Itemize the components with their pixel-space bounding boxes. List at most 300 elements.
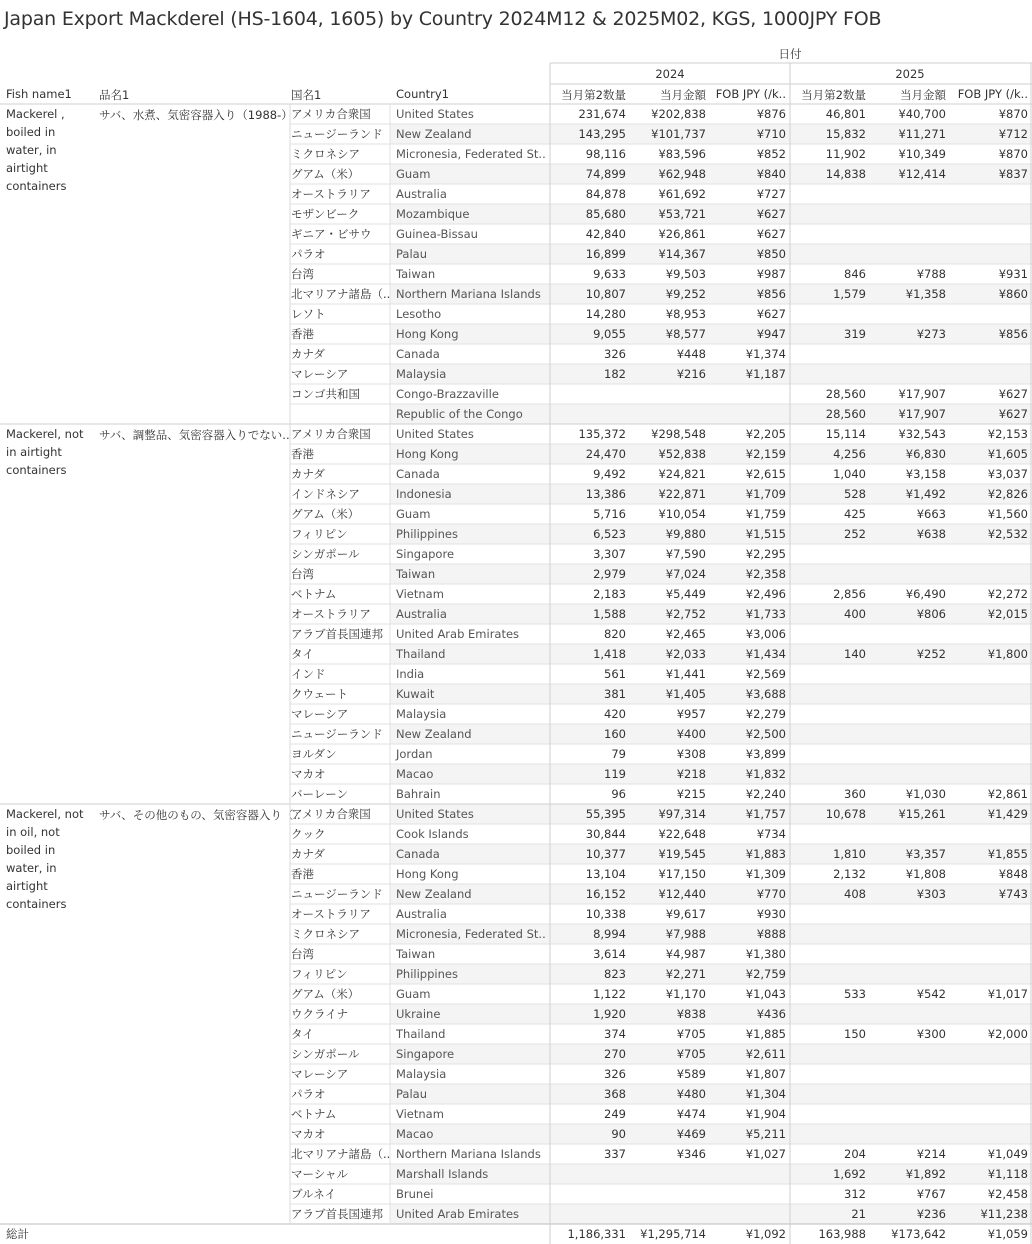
country-ja-cell: マレーシア [291, 367, 349, 381]
country-en-cell: Palau [396, 1087, 427, 1101]
fish-name-cell: Mackerel , boiled in water, in airtight containers [6, 107, 67, 193]
fob-2024-cell: ¥876 [756, 107, 786, 121]
country-ja-cell: パラオ [291, 247, 326, 261]
qty-2024-cell: 326 [604, 347, 626, 361]
fob-2024-cell: ¥436 [756, 1007, 786, 1021]
amount-2024-cell: ¥298,548 [651, 427, 706, 441]
country-en-header: Country1 [396, 87, 450, 101]
fob-2025-cell: ¥3,037 [987, 467, 1028, 481]
fob-2025-cell: ¥627 [998, 387, 1028, 401]
qty-2024-cell: 182 [604, 367, 626, 381]
country-en-cell: Indonesia [396, 487, 452, 501]
amount-2024-cell: ¥14,367 [658, 247, 706, 261]
amount-2025-cell: ¥767 [916, 1187, 946, 1201]
fob-2024-cell [710, 404, 786, 424]
fob-2024-header: FOB JPY (/k.. [715, 87, 786, 101]
qty-2024-cell: 3,307 [593, 547, 626, 561]
fob-2024-cell: ¥727 [756, 187, 786, 201]
amount-2025-header: 当月金額 [900, 88, 946, 102]
qty-2024-cell: 8,994 [593, 927, 626, 941]
amount-2024-cell [630, 1184, 706, 1204]
qty-2024-cell: 143,295 [578, 127, 626, 141]
country-ja-cell: ヨルダン [291, 747, 337, 761]
item-name-cell: サバ、調整品、気密容器入りでない.. [99, 428, 290, 442]
country-en-cell: Micronesia, Federated St.. [396, 927, 546, 941]
qty-2025-cell [790, 1044, 866, 1064]
qty-2024-cell: 2,979 [593, 567, 626, 581]
qty-2024-cell: 13,386 [585, 487, 626, 501]
qty-2024-cell: 270 [604, 1047, 626, 1061]
amount-2025-cell [870, 744, 946, 764]
fob-2025-cell [950, 1124, 1028, 1144]
qty-2024-cell: 420 [604, 707, 626, 721]
country-ja-cell: 台湾 [291, 567, 314, 581]
fob-2025-cell [950, 744, 1028, 764]
amount-2024-cell: ¥52,838 [658, 447, 706, 461]
qty-2024-cell: 13,104 [585, 867, 626, 881]
country-ja-cell: グアム（米） [291, 507, 360, 521]
fob-2024-cell: ¥3,899 [745, 747, 786, 761]
fob-2024-cell: ¥888 [756, 927, 786, 941]
amount-2024-cell: ¥589 [676, 1067, 706, 1081]
fob-2025-cell: ¥627 [998, 407, 1028, 421]
country-ja-cell: 香港 [291, 867, 314, 881]
fob-2024-cell: ¥1,807 [745, 1067, 786, 1081]
country-en-cell: Kuwait [396, 687, 435, 701]
fob-2024-cell: ¥2,611 [745, 1047, 786, 1061]
amount-2025-cell [870, 544, 946, 564]
amount-2024-cell: ¥19,545 [658, 847, 706, 861]
qty-2024-cell [550, 384, 626, 404]
amount-2024-cell: ¥469 [676, 1127, 706, 1141]
amount-2024-cell: ¥448 [676, 347, 706, 361]
qty-2025-cell [790, 544, 866, 564]
fob-2025-cell: ¥931 [998, 267, 1028, 281]
amount-2024-cell: ¥8,953 [665, 307, 706, 321]
amount-2024-cell: ¥1,441 [665, 667, 706, 681]
qty-2025-cell [790, 224, 866, 244]
fob-2024-cell: ¥1,027 [745, 1147, 786, 1161]
country-en-cell: Guam [396, 507, 431, 521]
country-en-cell: Philippines [396, 967, 458, 981]
amount-2025-cell: ¥1,358 [905, 287, 946, 301]
fob-2024-cell [710, 384, 786, 404]
fob-2025-cell [950, 904, 1028, 924]
amount-2025-cell [870, 624, 946, 644]
fob-2025-cell [950, 704, 1028, 724]
country-ja-cell: シンガポール [291, 1047, 360, 1061]
fob-2024-cell: ¥627 [756, 207, 786, 221]
qty-2025-cell: 21 [851, 1207, 866, 1221]
fob-2024-cell: ¥734 [756, 827, 786, 841]
amount-2024-cell: ¥22,871 [658, 487, 706, 501]
country-ja-cell: フィリピン [291, 527, 348, 541]
country-ja-cell: ニュージーランド [291, 127, 383, 141]
country-en-cell: Taiwan [396, 567, 436, 581]
qty-2025-cell: 1,040 [833, 467, 866, 481]
amount-2025-cell [870, 824, 946, 844]
amount-2024-cell: ¥2,271 [665, 967, 706, 981]
country-ja-cell: 香港 [291, 447, 314, 461]
country-ja-cell: マレーシア [291, 1067, 349, 1081]
amount-2025-cell: ¥303 [916, 887, 946, 901]
qty-2025-cell: 846 [844, 267, 866, 281]
fob-2024-cell: ¥2,496 [745, 587, 786, 601]
country-ja-cell: モザンビーク [291, 207, 360, 221]
country-ja-cell: オーストラリア [291, 907, 371, 921]
country-en-cell: Macao [396, 1127, 434, 1141]
country-en-cell: Taiwan [396, 267, 436, 281]
qty-2024-cell: 337 [604, 1147, 626, 1161]
fob-2025-cell: ¥11,238 [980, 1207, 1028, 1221]
fob-2024-cell: ¥1,374 [745, 347, 786, 361]
qty-2025-cell: 11,902 [825, 147, 866, 161]
fob-2024-cell: ¥2,569 [745, 667, 786, 681]
fob-2024-cell: ¥1,885 [745, 1027, 786, 1041]
amount-2025-cell [870, 344, 946, 364]
country-ja-cell: ベトナム [291, 1107, 337, 1121]
fob-2024-cell: ¥1,759 [745, 507, 786, 521]
fob-2025-cell: ¥1,800 [987, 647, 1028, 661]
amount-2025-cell [870, 1004, 946, 1024]
amount-2024-cell: ¥83,596 [658, 147, 706, 161]
country-en-cell: New Zealand [396, 887, 472, 901]
country-en-cell: Congo-Brazzaville [396, 387, 499, 401]
fob-2024-cell: ¥1,309 [745, 867, 786, 881]
fob-2024-cell: ¥1,709 [745, 487, 786, 501]
qty-2025-cell [790, 564, 866, 584]
amount-2025-cell: ¥17,907 [898, 407, 946, 421]
country-en-cell: Australia [396, 907, 447, 921]
country-ja-cell: オーストラリア [291, 607, 371, 621]
fob-2024-cell [710, 1164, 786, 1184]
qty-2025-cell: 1,810 [833, 847, 866, 861]
fob-2025-cell [950, 184, 1028, 204]
fob-2024-cell: ¥627 [756, 227, 786, 241]
country-en-cell: Northern Mariana Islands [396, 1147, 541, 1161]
qty-2025-cell: 2,856 [833, 587, 866, 601]
qty-2024-cell: 85,680 [585, 207, 626, 221]
qty-2025-cell: 14,838 [825, 167, 866, 181]
country-en-cell: Thailand [396, 647, 446, 661]
total-qty-2025-cell: 163,988 [818, 1227, 866, 1241]
fob-2025-cell [950, 664, 1028, 684]
amount-2025-cell [870, 1084, 946, 1104]
qty-2024-cell: 30,844 [585, 827, 626, 841]
fob-2025-cell [950, 1084, 1028, 1104]
fob-2024-cell: ¥2,759 [745, 967, 786, 981]
fob-2024-cell [710, 1204, 786, 1224]
amount-2025-cell: ¥300 [916, 1027, 946, 1041]
fish-name-cell: Mackerel, not in oil, not boiled in water, in airtight containers [6, 807, 84, 911]
country-en-cell: Ukraine [396, 1007, 441, 1021]
qty-2025-cell: 15,832 [825, 127, 866, 141]
amount-2025-cell: ¥1,030 [905, 787, 946, 801]
year-2024-header: 2024 [655, 67, 685, 81]
amount-2024-cell: ¥10,054 [658, 507, 706, 521]
amount-2024-cell: ¥1,405 [665, 687, 706, 701]
amount-2024-cell: ¥8,577 [665, 327, 706, 341]
country-en-cell: Taiwan [396, 947, 436, 961]
country-en-cell: Brunei [396, 1187, 434, 1201]
qty-2025-cell: 533 [844, 987, 866, 1001]
qty-2024-cell [550, 1164, 626, 1184]
qty-2025-cell [790, 364, 866, 384]
country-en-cell: Macao [396, 767, 434, 781]
amount-2024-cell [630, 1204, 706, 1224]
fob-2025-cell [950, 764, 1028, 784]
fob-2025-cell [950, 1104, 1028, 1124]
qty-2024-cell: 55,395 [585, 807, 626, 821]
qty-2024-cell: 381 [604, 687, 626, 701]
country-en-cell: Malaysia [396, 1067, 447, 1081]
qty-2024-cell: 1,588 [593, 607, 626, 621]
qty-2024-cell: 160 [604, 727, 626, 741]
country-en-cell: Australia [396, 187, 447, 201]
amount-2025-cell [870, 204, 946, 224]
amount-2025-cell: ¥12,414 [898, 167, 946, 181]
fob-2024-cell: ¥930 [756, 907, 786, 921]
qty-2025-cell [790, 1124, 866, 1144]
amount-2024-cell: ¥346 [676, 1147, 706, 1161]
country-en-cell: Australia [396, 607, 447, 621]
fob-2025-cell: ¥2,861 [987, 787, 1028, 801]
country-ja-cell: 台湾 [291, 267, 314, 281]
amount-2024-cell: ¥9,617 [665, 907, 706, 921]
qty-2025-cell [790, 704, 866, 724]
qty-2025-cell [790, 624, 866, 644]
fob-2024-cell: ¥856 [756, 287, 786, 301]
amount-2024-cell: ¥400 [676, 727, 706, 741]
country-en-cell: Canada [396, 847, 440, 861]
amount-2025-cell: ¥32,543 [898, 427, 946, 441]
amount-2024-cell: ¥7,024 [665, 567, 706, 581]
qty-2025-cell: 1,579 [833, 287, 866, 301]
qty-2024-cell: 249 [604, 1107, 626, 1121]
fob-2024-cell: ¥1,187 [745, 367, 786, 381]
amount-2025-cell [870, 184, 946, 204]
qty-2025-cell [790, 964, 866, 984]
amount-2025-cell: ¥252 [916, 647, 946, 661]
country-ja-cell: 北マリアナ諸島（.. [291, 1147, 391, 1161]
qty-2025-cell [790, 1064, 866, 1084]
qty-2025-cell: 28,560 [825, 387, 866, 401]
country-en-cell: Marshall Islands [396, 1167, 489, 1181]
fish-name-cell: Mackerel, not in airtight containers [6, 427, 84, 477]
country-ja-cell: アラブ首長国連邦 [291, 1207, 383, 1221]
fob-2024-cell: ¥2,358 [745, 567, 786, 581]
fob-2025-cell [950, 364, 1028, 384]
country-en-cell: United States [396, 427, 474, 441]
country-en-cell: United States [396, 107, 474, 121]
qty-2024-cell: 79 [611, 747, 626, 761]
amount-2025-cell: ¥1,492 [905, 487, 946, 501]
fob-2025-cell: ¥1,605 [987, 447, 1028, 461]
country-ja-cell: クウェート [291, 687, 349, 701]
page-title: Japan Export Mackderel (HS-1604, 1605) by Country 2024M12 & 2025M02, KGS, 1000JPY FOB [4, 8, 882, 30]
fob-2024-cell: ¥2,615 [745, 467, 786, 481]
fob-2025-cell [950, 624, 1028, 644]
fob-2024-cell: ¥2,500 [745, 727, 786, 741]
amount-2024-cell: ¥26,861 [658, 227, 706, 241]
qty-2025-cell: 425 [844, 507, 866, 521]
amount-2025-cell: ¥542 [916, 987, 946, 1001]
country-ja-cell: ウクライナ [291, 1007, 349, 1021]
fob-2025-cell: ¥2,015 [987, 607, 1028, 621]
fob-2025-cell [950, 824, 1028, 844]
amount-2024-cell: ¥474 [676, 1107, 706, 1121]
fob-2024-cell: ¥2,240 [745, 787, 786, 801]
fob-2024-cell: ¥2,159 [745, 447, 786, 461]
country-ja-cell: カナダ [291, 347, 325, 361]
country-en-cell: New Zealand [396, 127, 472, 141]
qty-2024-cell: 98,116 [585, 147, 626, 161]
fob-2025-cell: ¥1,429 [987, 807, 1028, 821]
country-ja-cell: オーストラリア [291, 187, 371, 201]
amount-2024-cell: ¥202,838 [651, 107, 706, 121]
country-en-cell: United Arab Emirates [396, 1207, 520, 1221]
amount-2024-cell: ¥2,033 [665, 647, 706, 661]
amount-2024-cell: ¥957 [676, 707, 706, 721]
country-ja-cell: パラオ [291, 1087, 326, 1101]
amount-2024-cell: ¥9,880 [665, 527, 706, 541]
fob-2025-cell: ¥1,855 [987, 847, 1028, 861]
amount-2025-cell: ¥638 [916, 527, 946, 541]
fob-2025-cell: ¥2,272 [987, 587, 1028, 601]
qty-2024-cell: 74,899 [585, 167, 626, 181]
country-ja-cell: バーレーン [291, 787, 349, 801]
fob-2024-cell: ¥947 [756, 327, 786, 341]
qty-2025-cell [790, 204, 866, 224]
fob-2025-cell: ¥870 [998, 107, 1028, 121]
fob-2024-cell: ¥5,211 [745, 1127, 786, 1141]
country-en-cell: Palau [396, 247, 427, 261]
item-name-cell: サバ、その他のもの、気密容器入り（.. [99, 808, 301, 822]
country-ja-cell: ギニア・ビサウ [291, 227, 372, 241]
amount-2025-cell [870, 1104, 946, 1124]
country-ja-cell: マーシャル [291, 1167, 349, 1181]
amount-2024-cell: ¥705 [676, 1027, 706, 1041]
qty-2024-cell: 16,152 [585, 887, 626, 901]
qty-2025-cell: 312 [844, 1187, 866, 1201]
amount-2024-cell: ¥61,692 [658, 187, 706, 201]
qty-2024-cell: 9,055 [593, 327, 626, 341]
fob-2025-cell: ¥856 [998, 327, 1028, 341]
qty-2024-cell: 3,614 [593, 947, 626, 961]
fob-2025-cell: ¥2,000 [987, 1027, 1028, 1041]
fob-2025-cell: ¥1,118 [987, 1167, 1028, 1181]
qty-2024-cell: 9,492 [593, 467, 626, 481]
qty-2024-cell: 90 [611, 1127, 626, 1141]
qty-2024-cell: 1,418 [593, 647, 626, 661]
total-fob-2025-cell: ¥1,059 [987, 1227, 1028, 1241]
fob-2025-cell [950, 224, 1028, 244]
qty-2025-cell [790, 764, 866, 784]
fob-2025-cell [950, 924, 1028, 944]
amount-2025-cell: ¥3,158 [905, 467, 946, 481]
fob-2024-cell: ¥1,883 [745, 847, 786, 861]
country-en-cell: Lesotho [396, 307, 442, 321]
qty-2024-cell: 561 [604, 667, 626, 681]
qty-2025-cell: 204 [844, 1147, 866, 1161]
fob-2024-cell: ¥1,832 [745, 767, 786, 781]
amount-2025-cell: ¥273 [916, 327, 946, 341]
qty-2025-cell: 528 [844, 487, 866, 501]
amount-2025-cell [870, 244, 946, 264]
country-en-cell: Northern Mariana Islands [396, 287, 541, 301]
item-name-cell: サバ、水煮、気密容器入り（1988-） [99, 108, 293, 122]
amount-2025-cell [870, 944, 946, 964]
amount-2025-cell [870, 764, 946, 784]
fob-2025-cell [950, 1044, 1028, 1064]
fob-2024-cell: ¥2,295 [745, 547, 786, 561]
country-en-cell: India [396, 667, 425, 681]
fob-2025-cell: ¥2,826 [987, 487, 1028, 501]
qty-2025-cell [790, 1084, 866, 1104]
qty-2024-cell: 24,470 [585, 447, 626, 461]
qty-2024-cell: 374 [604, 1027, 626, 1041]
country-ja-cell: クック [291, 827, 326, 841]
qty-2024-cell: 823 [604, 967, 626, 981]
country-ja-cell: マカオ [291, 767, 326, 781]
fob-2025-cell [950, 1064, 1028, 1084]
amount-2025-cell [870, 304, 946, 324]
amount-2025-cell: ¥11,271 [898, 127, 946, 141]
country-ja-cell: シンガポール [291, 547, 360, 561]
fob-2025-cell [950, 964, 1028, 984]
grand-total-label: 総計 [6, 1227, 29, 1241]
country-ja-cell: グアム（米） [291, 987, 360, 1001]
amount-2025-cell [870, 904, 946, 924]
country-ja-cell: タイ [291, 1027, 314, 1041]
country-ja-cell: インドネシア [291, 487, 360, 501]
amount-2024-cell: ¥7,988 [665, 927, 706, 941]
fob-2024-cell: ¥627 [756, 307, 786, 321]
year-2025-header: 2025 [895, 67, 925, 81]
country-ja-cell: 北マリアナ諸島（.. [291, 287, 391, 301]
country-en-cell: Hong Kong [396, 327, 459, 341]
qty-2025-cell [790, 184, 866, 204]
country-en-cell: Canada [396, 467, 440, 481]
amount-2024-cell: ¥7,590 [665, 547, 706, 561]
qty-2025-header: 当月第2数量 [801, 88, 866, 102]
fob-2024-cell: ¥852 [756, 147, 786, 161]
qty-2024-cell: 9,633 [593, 267, 626, 281]
fob-2025-cell [950, 684, 1028, 704]
country-ja-cell: フィリピン [291, 967, 348, 981]
amount-2025-cell: ¥10,349 [898, 147, 946, 161]
fob-2024-cell: ¥1,733 [745, 607, 786, 621]
amount-2024-header: 当月金額 [660, 88, 706, 102]
qty-2025-cell: 400 [844, 607, 866, 621]
qty-2025-cell: 408 [844, 887, 866, 901]
total-amount-2024-cell: ¥1,295,714 [640, 1227, 706, 1241]
amount-2025-cell: ¥17,907 [898, 387, 946, 401]
country-ja-cell: グアム（米） [291, 167, 360, 181]
qty-2025-cell: 46,801 [825, 107, 866, 121]
amount-2024-cell: ¥216 [676, 367, 706, 381]
amount-2025-cell [870, 704, 946, 724]
fob-2024-cell: ¥840 [756, 167, 786, 181]
qty-2024-cell: 16,899 [585, 247, 626, 261]
qty-2024-cell: 84,878 [585, 187, 626, 201]
country-en-cell: Hong Kong [396, 867, 459, 881]
country-en-cell: Jordan [396, 747, 433, 761]
country-en-cell: Singapore [396, 1047, 455, 1061]
amount-2025-cell [870, 1044, 946, 1064]
amount-2025-cell: ¥806 [916, 607, 946, 621]
total-fob-2024-cell: ¥1,092 [745, 1227, 786, 1241]
